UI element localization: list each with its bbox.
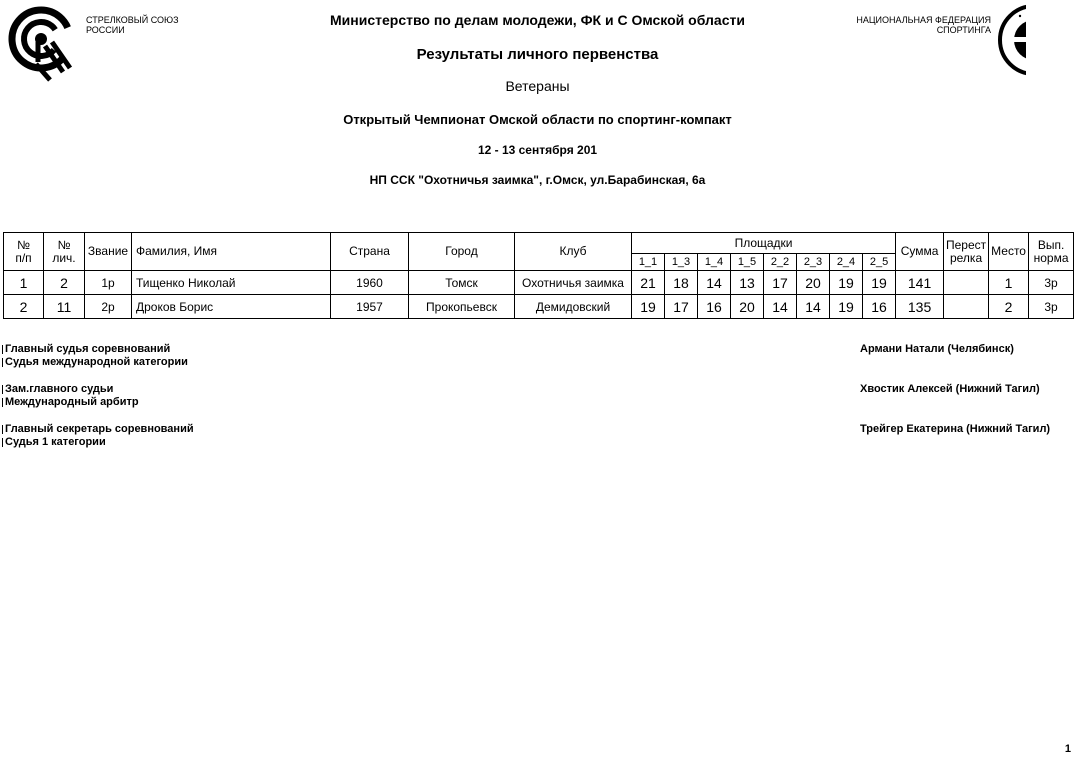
official-role: Главный секретарь соревнований <box>5 423 194 435</box>
cell-sum: 141 <box>896 271 944 295</box>
cell-score: 18 <box>665 271 698 295</box>
platform-label: 2_2 <box>764 254 797 271</box>
official-name: Армани Натали (Челябинск) <box>860 343 1014 355</box>
official-qualification: Судья 1 категории <box>5 436 106 448</box>
cell-score: 17 <box>665 295 698 319</box>
cell-place: 1 <box>989 271 1029 295</box>
col-city: Город <box>409 233 515 271</box>
cell-score: 17 <box>764 271 797 295</box>
official-block <box>2 383 139 409</box>
platform-label: 1_4 <box>698 254 731 271</box>
cell-rank: 1р <box>85 271 132 295</box>
category-label: Ветераны <box>505 78 570 94</box>
table-row <box>4 295 1074 319</box>
col-place: Место <box>989 233 1029 271</box>
cell-rank: 2р <box>85 295 132 319</box>
cell-score: 20 <box>731 295 764 319</box>
cell-club: Охотничья заимка <box>515 271 632 295</box>
left-org-line-2: РОССИИ <box>86 25 125 35</box>
cell-num: 1 <box>4 271 44 295</box>
cell-num: 2 <box>4 295 44 319</box>
cell-shootoff <box>944 271 989 295</box>
cell-score: 14 <box>797 295 830 319</box>
cell-score: 19 <box>632 295 665 319</box>
cell-score: 16 <box>698 295 731 319</box>
col-num: № п/п <box>4 233 44 271</box>
left-org-line-1: СТРЕЛКОВЫЙ СОЮЗ <box>86 15 179 25</box>
platform-label: 2_5 <box>863 254 896 271</box>
cell-score: 20 <box>797 271 830 295</box>
official-role: Зам.главного судьи <box>5 383 114 395</box>
official-qualification: Судья международной категории <box>5 356 188 368</box>
cell-norm: 3р <box>1029 271 1074 295</box>
page-number: 1 <box>1064 743 1071 755</box>
championship-title: Открытый Чемпионат Омской области по спортинг-компакт <box>343 112 732 127</box>
cell-name: Дроков Борис <box>132 295 331 319</box>
col-name: Фамилия, Имя <box>132 233 331 271</box>
col-club: Клуб <box>515 233 632 271</box>
col-platforms: Площадки <box>632 233 896 254</box>
platform-label: 1_5 <box>731 254 764 271</box>
cell-score: 19 <box>863 271 896 295</box>
right-org-line-2: СПОРТИНГА <box>936 25 991 35</box>
cell-score: 19 <box>830 295 863 319</box>
event-dates: 12 - 13 сентября 201 <box>477 143 598 157</box>
col-sum: Сумма <box>896 233 944 271</box>
official-qualification: Международный арбитр <box>5 396 139 408</box>
platform-label: 2_4 <box>830 254 863 271</box>
col-norm: Вып. норма <box>1029 233 1074 271</box>
table-row <box>4 271 1074 295</box>
cell-score: 13 <box>731 271 764 295</box>
cell-name: Тищенко Николай <box>132 271 331 295</box>
col-country: Страна <box>331 233 409 271</box>
col-personal-num: № лич. <box>44 233 85 271</box>
cell-club: Демидовский <box>515 295 632 319</box>
results-table <box>3 232 1074 319</box>
platform-label: 1_1 <box>632 254 665 271</box>
event-venue: НП ССК "Охотничья заимка", г.Омск, ул.Барабинская, 6а <box>369 173 706 187</box>
col-shootoff: Перест релка <box>944 233 989 271</box>
cell-city: Прокопьевск <box>409 295 515 319</box>
page-title: Результаты личного первенства <box>416 46 659 63</box>
cell-personal-num: 2 <box>44 271 85 295</box>
official-name: Хвостик Алексей (Нижний Тагил) <box>860 383 1040 395</box>
cell-city: Томск <box>409 271 515 295</box>
official-role: Главный судья соревнований <box>5 343 171 355</box>
cell-country: 1957 <box>331 295 409 319</box>
cell-score: 21 <box>632 271 665 295</box>
cell-score: 19 <box>830 271 863 295</box>
platform-label: 1_3 <box>665 254 698 271</box>
official-block <box>2 343 188 369</box>
official-block <box>2 423 194 449</box>
cell-shootoff <box>944 295 989 319</box>
right-org-line-1: НАЦИОНАЛЬНАЯ ФЕДЕРАЦИЯ <box>856 15 991 25</box>
cell-personal-num: 11 <box>44 295 85 319</box>
cell-norm: 3р <box>1029 295 1074 319</box>
cell-place: 2 <box>989 295 1029 319</box>
cell-sum: 135 <box>896 295 944 319</box>
official-name: Трейгер Екатерина (Нижний Тагил) <box>860 423 1051 435</box>
cell-country: 1960 <box>331 271 409 295</box>
cell-score: 14 <box>698 271 731 295</box>
ministry-title: Министерство по делам молодежи, ФК и С Омской области <box>330 12 745 28</box>
col-rank: Звание <box>85 233 132 271</box>
cell-score: 14 <box>764 295 797 319</box>
cell-score: 16 <box>863 295 896 319</box>
platform-label: 2_3 <box>797 254 830 271</box>
